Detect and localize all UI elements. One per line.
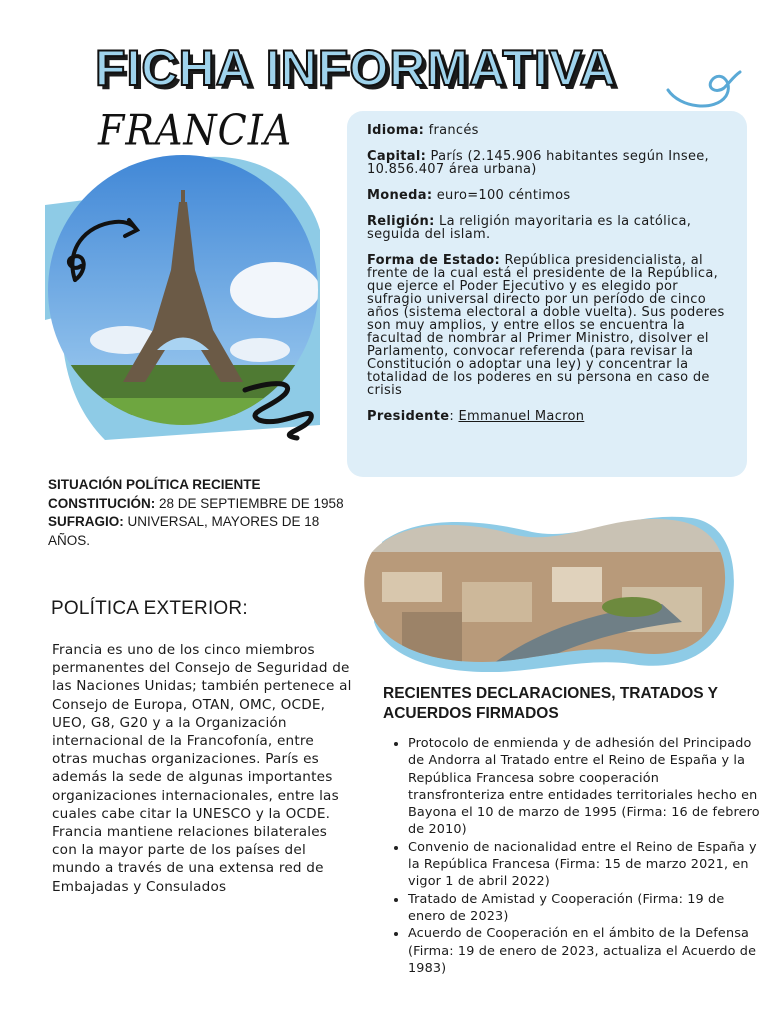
list-item: Acuerdo de Cooperación en el ámbito de la Defensa (Firma: 19 de enero de 2023, actualiza el Acuerdo de 1983) (408, 925, 760, 977)
capital-value: París (2.145.906 habitantes según Insee, 10.856.407 área urbana) (367, 149, 709, 177)
forma-estado-value: República presidencialista, al frente de la cual está el presidente de la República, que ejerce el Poder Ejecutivo y es elegido por sufragio universal directo por un período de cinco años (sistema electoral a doble vuelta). Sus poderes son muy amplios, y entre ellos se encuentra la facultad de nombrar al Primer Ministro, disolver el Parlamento, convocar referenda (para revisar la Constitución o adoptar una ley) y concentrar la totalidad de los poderes en su persona en caso de crisis (367, 253, 725, 398)
idioma-label: Idioma: (367, 123, 425, 138)
religion-row (367, 215, 727, 241)
capital-row (367, 150, 727, 176)
paris-city-image (362, 512, 734, 672)
sufragio-label: SUFRAGIO: (48, 514, 124, 529)
moneda-row (367, 189, 727, 202)
moneda-label: Moneda: (367, 188, 433, 203)
presidente-row (367, 410, 727, 423)
idioma-value: francés (424, 123, 479, 138)
forma-estado-row (367, 254, 727, 397)
recientes-list (386, 735, 760, 977)
political-facts (48, 476, 348, 550)
idioma-row (367, 124, 727, 137)
religion-label: Religión: (367, 214, 435, 229)
constitucion-row (48, 495, 348, 514)
list-item: Protocolo de enmienda y de adhesión del Principado de Andorra al Tratado entre el Reino de España y la República Francesa sobre cooperación transfronteriza entre entidades territoriales hecho en Bayona el 10 de marzo de 1995 (Firma: 16 de febrero de 2010) (408, 736, 760, 838)
situacion-heading: SITUACIÓN POLÍTICA RECIENTE (48, 477, 261, 492)
list-item: Convenio de nacionalidad entre el Reino de España y la República Francesa (Firma: 15 de marzo 2021, en vigor 1 de abril 2022) (408, 839, 760, 891)
religion-value: La religión mayoritaria es la católica, seguida del islam. (367, 214, 692, 242)
info-list (367, 124, 727, 436)
presidente-label: Presidente (367, 409, 450, 424)
eiffel-tower-image (45, 150, 335, 450)
constitucion-value: 28 DE SEPTIEMBRE DE 1958 (155, 495, 344, 511)
exterior-text: Francia es uno de los cinco miembros permanentes del Consejo de Seguridad de las Naciones Unidas; también pertenece al Consejo de Europa, OTAN, OMC, OCDE, UEO, G8, G20 y a la Organización internacional de la Francofonía, entre otras muchas organizaciones. París es además la sede de algunas importantes organizaciones internacionales, entre las cuales cabe citar la UNESCO y la OCDE. Francia mantiene relaciones bilaterales con la mayor parte de los países del mundo a través de una extensa red de Embajadas y Consulados (52, 642, 352, 895)
presidente-separator: : (449, 409, 459, 424)
exterior-heading: POLÍTICA EXTERIOR: (51, 598, 248, 619)
recientes-heading: RECIENTES DECLARACIONES, TRATADOS Y ACUERDOS FIRMADOS (383, 685, 718, 722)
capital-label: Capital: (367, 149, 427, 164)
constitucion-label: CONSTITUCIÓN: (48, 495, 156, 511)
moneda-value: euro=100 céntimos (432, 188, 571, 203)
list-item: Tratado de Amistad y Cooperación (Firma: 19 de enero de 2023) (408, 891, 760, 926)
forma-estado-label: Forma de Estado: (367, 253, 501, 268)
sufragio-row (48, 513, 348, 550)
country-name: FRANCIA (98, 105, 293, 155)
sufragio-value: UNIVERSAL, MAYORES DE 18 AÑOS. (48, 514, 320, 548)
presidente-link[interactable]: Emmanuel Macron (458, 409, 585, 424)
page-title: FICHA INFORMATIVA (95, 40, 617, 96)
